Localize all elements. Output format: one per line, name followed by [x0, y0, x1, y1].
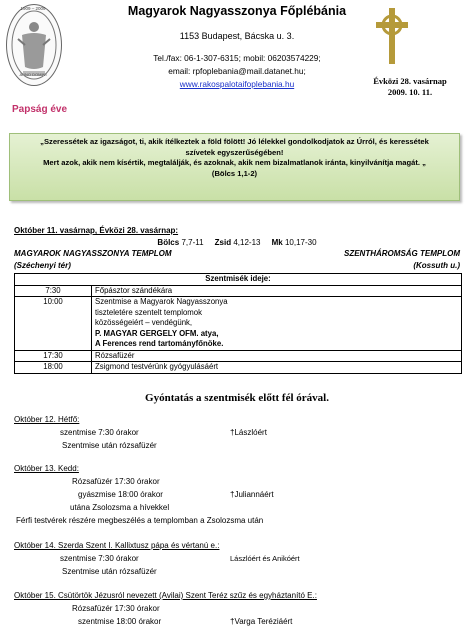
church-left-name: MAGYAROK NAGYASSZONYA TEMPLOM: [14, 249, 172, 258]
mass-time: 10:00: [15, 297, 92, 351]
parish-email: email: rpfoplebania@mail.datanet.hu;: [168, 66, 306, 76]
parish-title: Magyarok Nagyasszonya Főplébánia: [127, 4, 347, 18]
day-heading: Október 15. Csütörtök Jézusról nevezett (Avilai) Szent Teréz szűz és egyháztanító E.:: [14, 591, 317, 600]
intention-line: közösségeiért – vendégünk,: [95, 318, 193, 327]
church-right-name: SZENTHÁROMSÁG TEMPLOM: [344, 249, 460, 258]
day-heading: Október 13. Kedd:: [14, 464, 79, 473]
guest-title: A Ferences rend tartományfőnöke.: [95, 339, 224, 348]
quote-line: Mert azok, akik nem kísértik, megtalálják, és azoknak, akik nem bizalmatlanok iránta, kinyilvánítja magát. „: [43, 158, 426, 168]
sunday-heading: Október 11. vasárnap, Évközi 28. vasárnap:: [14, 226, 179, 235]
day-intention: †Juliannáért: [230, 490, 274, 499]
mass-time: 17:30: [15, 350, 92, 362]
mass-intention: Rózsafüzér: [92, 350, 462, 362]
quote-line: „Szeressétek az igazságot, ti, akik ítélkeztek a föld fölött! Jó lélekkel gondolkodjatok az Úrról, és keressétek: [40, 137, 429, 146]
day-line: Férfi testvérek részére megbeszélés a templomban a Zsolozsma után: [16, 516, 264, 525]
confession-notice: Gyóntatás a szentmisék előtt fél órával.: [145, 392, 329, 404]
day-intention: †Varga Teréziáért: [230, 617, 293, 626]
day-heading: Október 14. Szerda Szent I. Kallixtusz pápa és vértanú e.:: [14, 541, 220, 550]
mass-time: 18:00: [15, 362, 92, 374]
sunday-info: [350, 76, 470, 98]
mass-table: [14, 273, 462, 374]
reading-ref: 4,12-13: [233, 238, 261, 247]
reading-book: Bölcs: [157, 238, 180, 247]
intention-line: Szentmise a Magyarok Nagyasszonya: [95, 297, 228, 306]
seal-caption: ANNO DOMINI: [19, 72, 47, 77]
guest-priest: P. MAGYAR GERGELY OFM. atya,: [95, 328, 219, 338]
intention-line: tiszteletére szentelt templomok: [95, 307, 203, 317]
church-right-location: (Kossuth u.): [413, 261, 460, 270]
sunday-name: Évközi 28. vasárnap: [373, 76, 447, 86]
reading-ref: 7,7-11: [181, 238, 204, 247]
day-line: Rózsafüzér 17:30 órakor: [72, 604, 160, 613]
day-line: szentmise 7:30 órakor: [60, 554, 139, 563]
reading-book: Zsid: [214, 238, 232, 247]
day-line: Szentmise után rózsafüzér: [62, 567, 157, 576]
seal-years: 1909 – 2009: [20, 6, 46, 11]
table-row: [15, 362, 462, 374]
day-line: gyászmise 18:00 órakor: [78, 490, 163, 499]
celtic-cross-icon: [372, 6, 412, 66]
parish-phone: Tel./fax: 06-1-307-6315; mobil: 06203574229;: [153, 53, 321, 63]
day-line: szentmise 7:30 órakor: [60, 428, 139, 437]
table-row: [15, 297, 462, 351]
quote-reference: (Bölcs 1,1-2): [211, 168, 258, 178]
day-line: szentmise 18:00 órakor: [78, 617, 162, 626]
day-heading: Október 12. Hétfő:: [14, 415, 80, 424]
day-line: Szentmise után rózsafüzér: [62, 441, 157, 450]
day-line: Rózsafüzér 17:30 órakor: [72, 477, 160, 486]
day-intention: †Lászlóért: [230, 428, 267, 437]
reading-ref: 10,17-30: [284, 238, 317, 247]
mass-intention: Főpásztor szándékára: [92, 285, 462, 297]
quote-line: szívetek egyszerűségében!: [185, 147, 284, 157]
scripture-quote: [9, 133, 460, 201]
mass-intention: [92, 297, 462, 351]
parish-address: 1153 Budapest, Bácska u. 3.: [179, 31, 295, 41]
sunday-date: 2009. 10. 11.: [387, 87, 433, 97]
table-row: [15, 350, 462, 362]
mass-intention: Zsigmond testvérünk gyógyulásáért: [92, 362, 462, 374]
day-intention: Lászlóért és Anikóért: [230, 554, 300, 563]
mass-table-header: Szentmisék ideje:: [15, 274, 462, 286]
church-left-location: (Széchenyi tér): [14, 261, 71, 270]
table-header-row: [15, 274, 462, 286]
table-row: [15, 285, 462, 297]
reading-book: Mk: [271, 238, 283, 247]
readings: [0, 238, 474, 247]
day-line: utána Zsolozsma a hívekkel: [70, 503, 170, 512]
mass-time: 7:30: [15, 285, 92, 297]
year-label: Papság éve: [12, 104, 68, 115]
website-link[interactable]: www.rakospalotaifoplebania.hu: [179, 79, 295, 89]
